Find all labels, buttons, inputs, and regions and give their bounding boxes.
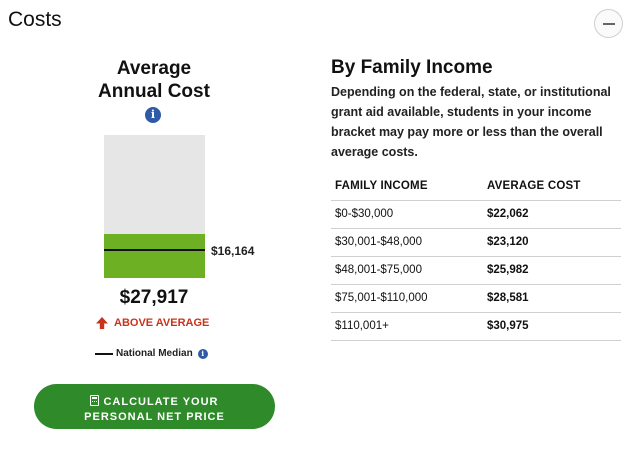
average-title-line1: Average bbox=[116, 58, 192, 79]
table-row bbox=[331, 312, 621, 340]
by-income-description: Depending on the federal, state, or institutional grant aid available, students in your income bracket may pay more or less than the overall average costs. bbox=[331, 85, 611, 159]
income-cell: $30,001-$48,000 bbox=[331, 228, 483, 256]
cost-cell: $30,975 bbox=[483, 312, 621, 340]
status-text: ABOVE AVERAGE bbox=[114, 317, 210, 329]
cost-cell: $25,982 bbox=[483, 256, 621, 284]
info-icon[interactable]: i bbox=[198, 349, 208, 359]
column-header-cost: AVERAGE COST bbox=[483, 172, 621, 200]
minus-icon bbox=[603, 23, 615, 25]
table-row bbox=[331, 284, 621, 312]
panel-title: Costs bbox=[8, 8, 62, 31]
income-cell: $0-$30,000 bbox=[331, 200, 483, 228]
income-cell: $75,001-$110,000 bbox=[331, 284, 483, 312]
average-cost-title bbox=[74, 57, 234, 103]
legend-line bbox=[95, 353, 113, 355]
cost-cell: $22,062 bbox=[483, 200, 621, 228]
column-header-income: FAMILY INCOME bbox=[331, 172, 483, 200]
table-header-row bbox=[331, 172, 621, 200]
table-row bbox=[331, 256, 621, 284]
collapse-button[interactable] bbox=[594, 9, 623, 38]
income-cost-table bbox=[331, 172, 621, 341]
arrow-up-icon bbox=[95, 316, 109, 330]
table-row bbox=[331, 200, 621, 228]
median-legend bbox=[95, 348, 208, 359]
button-line1: CALCULATE YOUR bbox=[103, 396, 219, 408]
calculator-icon bbox=[90, 395, 99, 406]
by-income-title: By Family Income bbox=[331, 57, 493, 78]
legend-label: National Median bbox=[116, 348, 193, 359]
cost-bar-fill bbox=[104, 234, 205, 278]
table-row bbox=[331, 228, 621, 256]
cost-cell: $28,581 bbox=[483, 284, 621, 312]
above-average-status bbox=[95, 316, 209, 330]
info-icon[interactable]: i bbox=[145, 107, 161, 123]
button-line2: PERSONAL NET PRICE bbox=[84, 411, 225, 423]
national-median-line bbox=[104, 249, 205, 251]
income-cell: $110,001+ bbox=[331, 312, 483, 340]
cost-bar bbox=[104, 135, 205, 278]
cost-cell: $23,120 bbox=[483, 228, 621, 256]
median-value-label: $16,164 bbox=[211, 244, 255, 258]
average-annual-cost: $27,917 bbox=[119, 287, 189, 308]
average-title-line2: Annual Cost bbox=[98, 81, 210, 102]
income-cell: $48,001-$75,000 bbox=[331, 256, 483, 284]
calculate-net-price-button[interactable] bbox=[34, 384, 275, 429]
